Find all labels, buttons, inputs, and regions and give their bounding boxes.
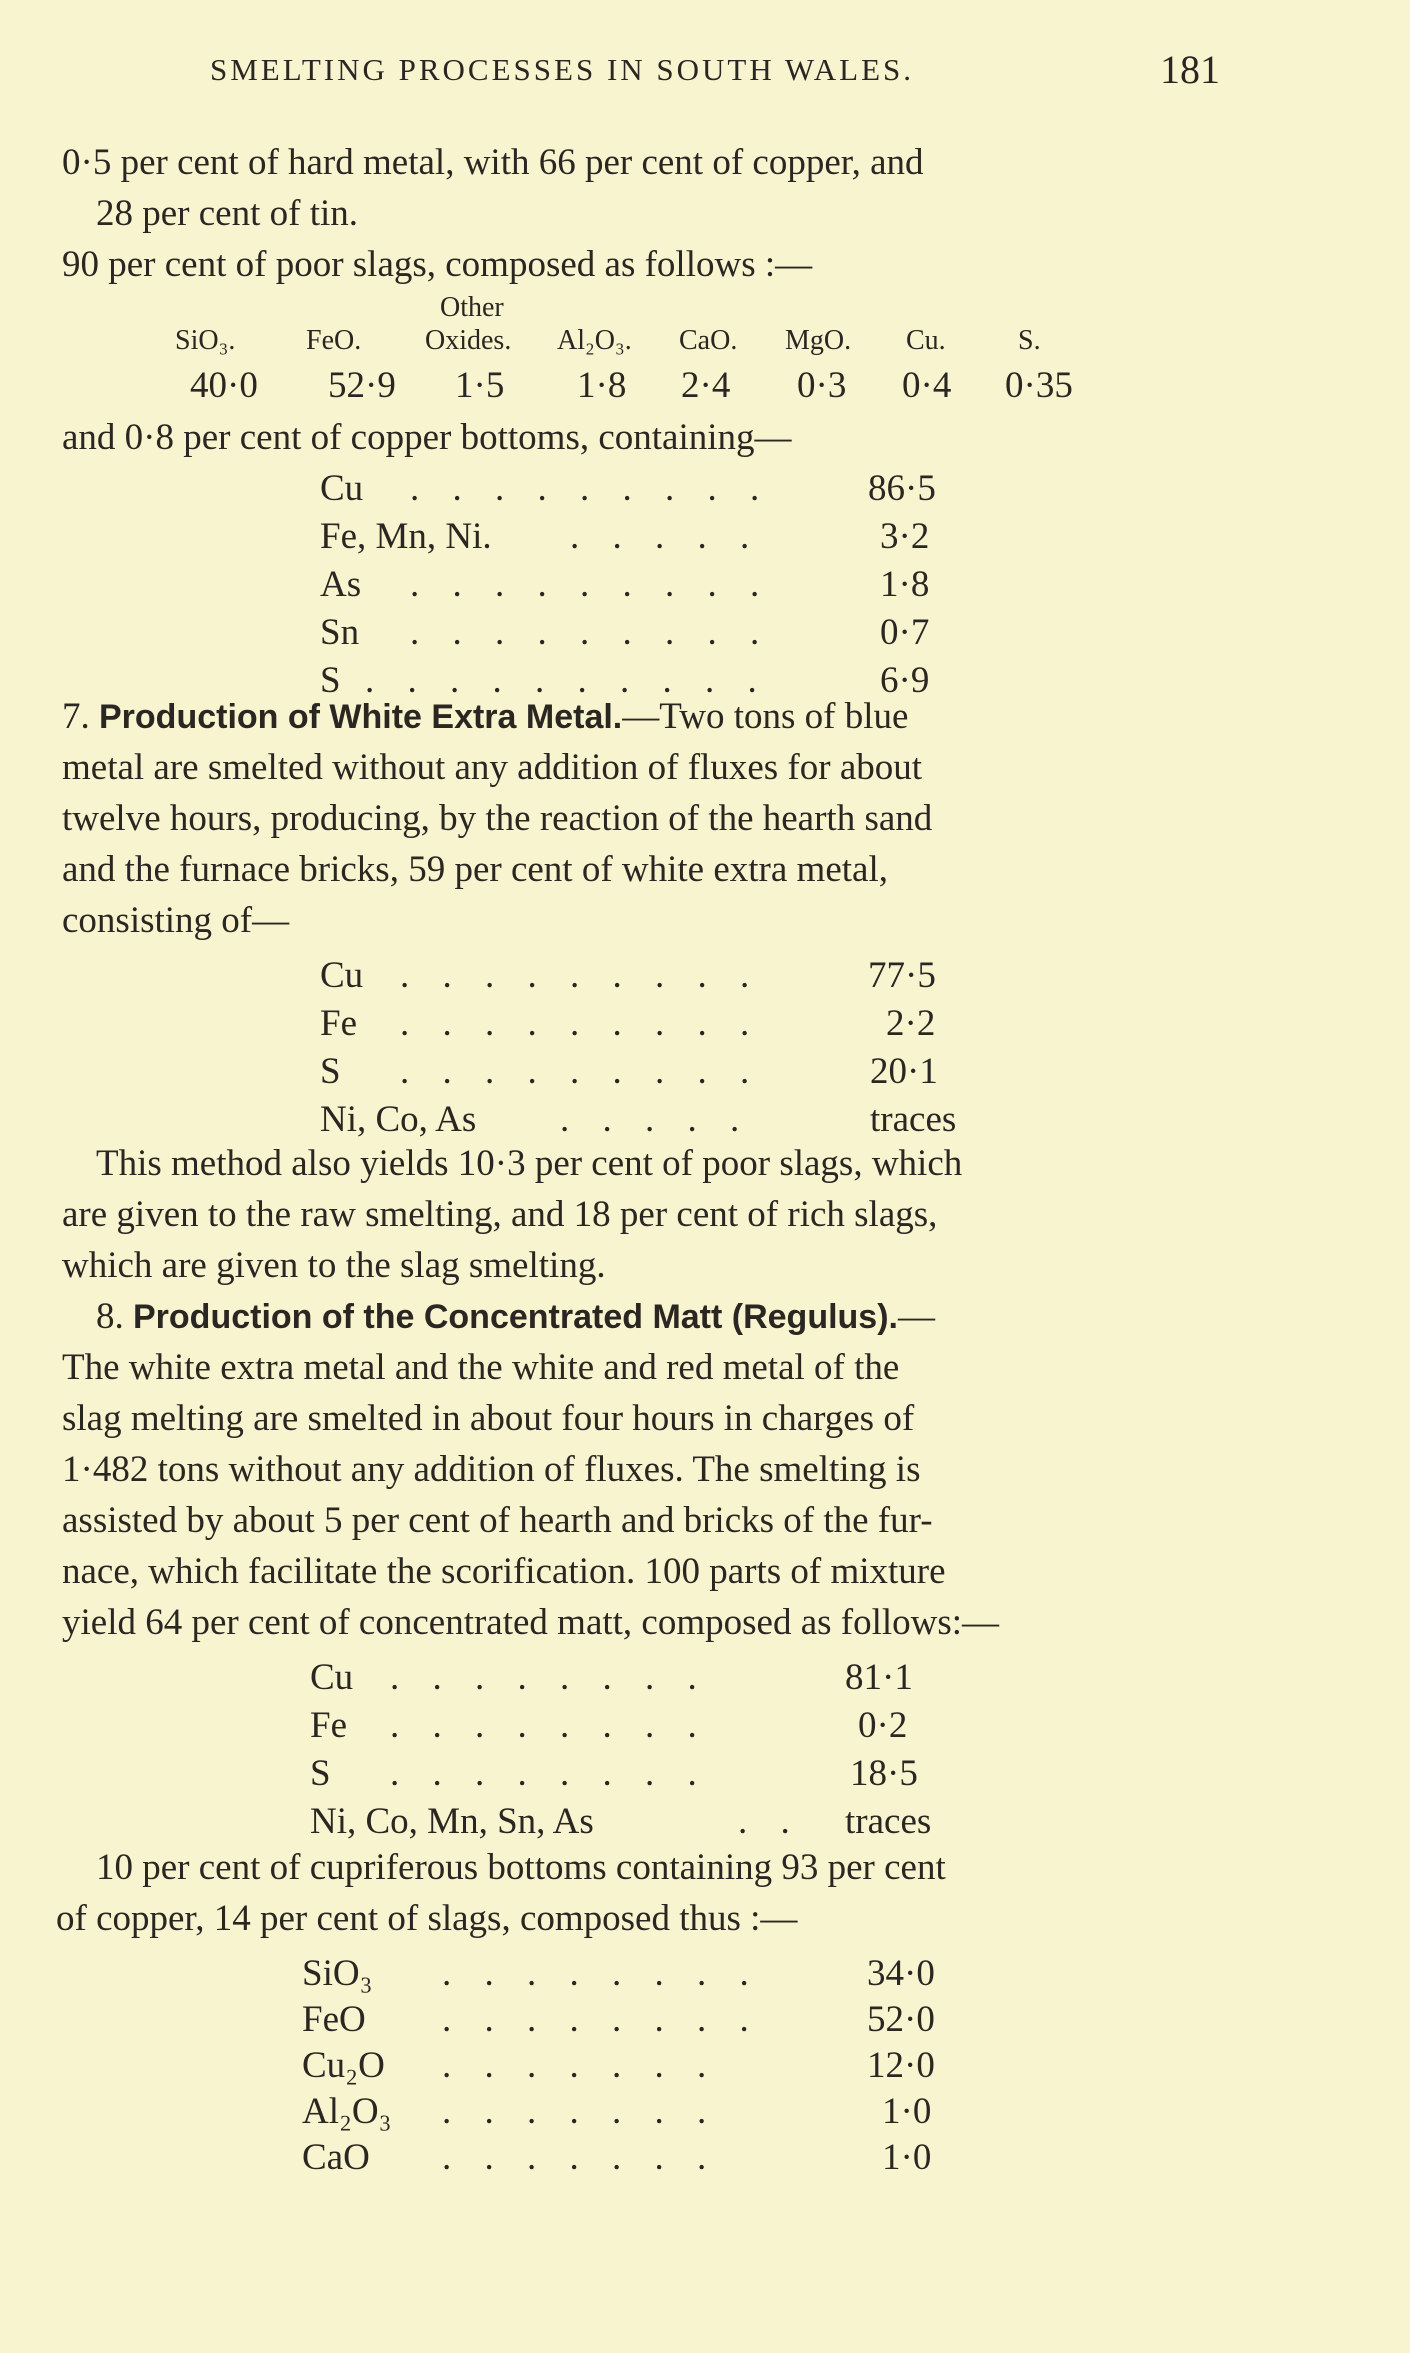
table-row — [302, 2134, 1002, 2182]
text-line: 10 per cent of cupriferous bottoms containing 93 per cent — [96, 1847, 946, 1888]
table-row — [302, 1996, 1002, 2044]
row-label: S — [320, 1051, 341, 1092]
table-row — [320, 561, 1020, 609]
row-label: Cu — [320, 955, 364, 996]
table-row — [310, 1798, 1010, 1846]
slag-value: 2·4 — [681, 365, 731, 406]
row-value: 6·9 — [880, 660, 930, 701]
row-value: 0·7 — [880, 612, 930, 653]
leader-dots: . . . . . . . — [442, 2045, 719, 2086]
row-value: 34·0 — [867, 1953, 935, 1994]
leader-dots: . . . . . . . . — [390, 1753, 709, 1794]
row-value: 18·5 — [850, 1753, 918, 1794]
text-line: yield 64 per cent of concentrated matt, composed as follows:— — [62, 1602, 1000, 1643]
slag-header: MgO. — [785, 325, 852, 356]
text-line: twelve hours, producing, by the reaction of the hearth sand — [62, 798, 933, 839]
leader-dots: . . . . . . . . . — [400, 1051, 762, 1092]
row-value: 1·0 — [882, 2091, 932, 2132]
text-fragment: — — [897, 1296, 935, 1337]
text-line: slag melting are smelted in about four hours in charges of — [62, 1398, 915, 1439]
slag-value: 1·8 — [577, 365, 627, 406]
row-label: Fe — [320, 1003, 357, 1044]
running-title: SMELTING PROCESSES IN SOUTH WALES. — [210, 52, 915, 87]
row-label: CaO — [302, 2137, 370, 2178]
text-line: consisting of— — [62, 900, 290, 941]
slag-value: 0·35 — [1005, 365, 1073, 406]
row-label: Al₂O₃ — [302, 2091, 392, 2132]
table-row — [320, 1000, 1020, 1048]
leader-dots: . . . . . . . . — [390, 1657, 709, 1698]
text-line: metal are smelted without any addition of fluxes for about — [62, 747, 923, 788]
other-oxides-label: Other — [440, 292, 504, 323]
row-label: S — [320, 660, 341, 701]
row-value: 1·8 — [880, 564, 930, 605]
text-line: which are given to the slag smelting. — [62, 1245, 606, 1286]
text-line: 90 per cent of poor slags, composed as follows :— — [62, 244, 813, 285]
table-row — [320, 1096, 1020, 1144]
text-line: and the furnace bricks, 59 per cent of white extra metal, — [62, 849, 888, 890]
text-line: are given to the raw smelting, and 18 per cent of rich slags, — [62, 1194, 938, 1235]
row-value: 86·5 — [868, 468, 936, 509]
table-row — [302, 2042, 1002, 2090]
leader-dots: . . . . . . . . . — [410, 564, 772, 605]
table-row — [320, 952, 1020, 1000]
leader-dots: . . . . . . . — [442, 2137, 719, 2178]
text-line: 28 per cent of tin. — [96, 193, 358, 234]
leader-dots: . . . . . . . . — [442, 1999, 761, 2040]
slag-header: SiO₃. — [175, 325, 236, 356]
slag-header: Cu. — [906, 325, 946, 356]
row-label: Fe — [310, 1705, 347, 1746]
text-line: assisted by about 5 per cent of hearth and bricks of the fur- — [62, 1500, 933, 1541]
row-label: Cu — [320, 468, 364, 509]
section-title: Production of White Extra Metal. — [99, 698, 623, 736]
slag-header: FeO. — [306, 325, 362, 356]
leader-dots: . . . . . — [570, 516, 762, 557]
row-value: traces — [870, 1099, 957, 1140]
row-value: 81·1 — [845, 1657, 913, 1698]
row-value: traces — [845, 1801, 932, 1842]
row-label: FeO — [302, 1999, 366, 2040]
leader-dots: . . . . . . . . . . — [365, 660, 769, 701]
text-line: 1·482 tons without any addition of fluxes. The smelting is — [62, 1449, 921, 1490]
slag-header: Oxides. — [425, 325, 512, 356]
table-row — [310, 1750, 1010, 1798]
row-value: 1·0 — [882, 2137, 932, 2178]
slag-value: 52·9 — [328, 365, 396, 406]
leader-dots: . . . . . . . . — [390, 1705, 709, 1746]
section-8-heading-line — [96, 1292, 1266, 1342]
row-label: Cu — [310, 1657, 354, 1698]
section-number: 8. — [96, 1296, 124, 1337]
row-value: 2·2 — [886, 1003, 936, 1044]
row-label: As — [320, 564, 362, 605]
text-line: This method also yields 10·3 per cent of poor slags, which — [96, 1143, 963, 1184]
table-row — [320, 1048, 1020, 1096]
slag-value: 0·3 — [797, 365, 847, 406]
leader-dots: . . . . . . . . — [442, 1953, 761, 1994]
row-label: Sn — [320, 612, 360, 653]
text-line: of copper, 14 per cent of slags, composed thus :— — [56, 1898, 798, 1939]
row-label: Fe, Mn, Ni. — [320, 516, 492, 557]
leader-dots: . . — [738, 1801, 802, 1842]
table-row — [320, 465, 1020, 513]
slag-header: S. — [1018, 325, 1041, 356]
row-label: Cu₂O — [302, 2045, 385, 2086]
leader-dots: . . . . . — [560, 1099, 752, 1140]
leader-dots: . . . . . . . . . — [400, 955, 762, 996]
row-label: SiO₃ — [302, 1953, 373, 1994]
row-value: 0·2 — [858, 1705, 908, 1746]
row-value: 52·0 — [867, 1999, 935, 2040]
text-line: and 0·8 per cent of copper bottoms, containing— — [62, 417, 792, 458]
slag-header: Al₂O₃. — [557, 325, 632, 356]
table-row — [310, 1654, 1010, 1702]
row-label: S — [310, 1753, 331, 1794]
text-line: The white extra metal and the white and red metal of the — [62, 1347, 900, 1388]
text-line: 0·5 per cent of hard metal, with 66 per cent of copper, and — [62, 142, 924, 183]
table-row — [320, 609, 1020, 657]
slag-header: CaO. — [679, 325, 738, 356]
table-row — [302, 2088, 1002, 2136]
leader-dots: . . . . . . . — [442, 2091, 719, 2132]
slag-value: 1·5 — [455, 365, 505, 406]
slag-value: 0·4 — [902, 365, 952, 406]
table-row — [302, 1950, 1002, 1998]
leader-dots: . . . . . . . . . — [410, 468, 772, 509]
row-label: Ni, Co, Mn, Sn, As — [310, 1801, 594, 1842]
row-value: 77·5 — [868, 955, 936, 996]
table-row — [320, 513, 1020, 561]
row-value: 12·0 — [867, 2045, 935, 2086]
leader-dots: . . . . . . . . . — [410, 612, 772, 653]
section-title: Production of the Concentrated Matt (Regulus). — [133, 1298, 898, 1336]
table-row — [310, 1702, 1010, 1750]
row-value: 3·2 — [880, 516, 930, 557]
row-value: 20·1 — [870, 1051, 938, 1092]
row-label: Ni, Co, As — [320, 1099, 477, 1140]
section-number: 7. — [62, 696, 90, 737]
slag-value: 40·0 — [190, 365, 258, 406]
section-7-heading-line — [62, 692, 1232, 742]
text-fragment: —Two tons of blue — [622, 696, 909, 737]
leader-dots: . . . . . . . . . — [400, 1003, 762, 1044]
page-number: 181 — [1160, 47, 1220, 92]
text-line: nace, which facilitate the scorification. 100 parts of mixture — [62, 1551, 946, 1592]
